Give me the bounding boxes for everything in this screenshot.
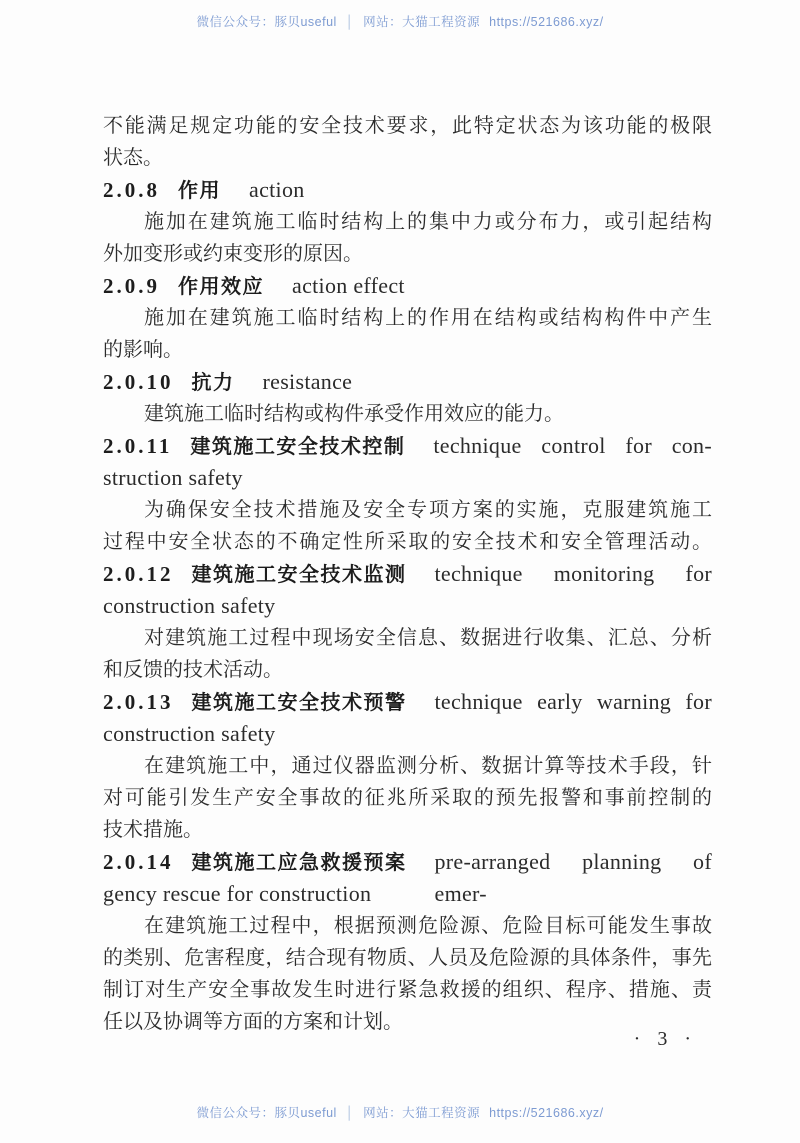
text-line: 和反馈的技术活动。 bbox=[103, 659, 283, 681]
term-name: 作用效应 bbox=[178, 276, 264, 298]
watermark-top bbox=[0, 12, 800, 30]
watermark-site-label: 网站：大猫工程资源 bbox=[363, 1106, 481, 1120]
term-number: 2.0.8 bbox=[103, 178, 160, 202]
term-english: action bbox=[249, 177, 305, 202]
watermark-account-label: 微信公众号：豚贝useful bbox=[196, 1106, 337, 1120]
term-number: 2.0.13 bbox=[103, 690, 174, 714]
watermark-site-label: 网站：大猫工程资源 bbox=[363, 15, 481, 29]
text-line: 不能满足规定功能的安全技术要求，此特定状态为该功能的极限 bbox=[103, 115, 712, 137]
text-line: 的类别、危害程度，结合现有物质、人员及危险源的具体条件，事先 bbox=[103, 947, 712, 969]
term-name: 建筑施工安全技术预警 bbox=[191, 692, 407, 714]
term-heading-line bbox=[103, 686, 712, 718]
text-line: 为确保安全技术措施及安全专项方案的实施，克服建筑施工 bbox=[144, 499, 712, 521]
text-line: 施加在建筑施工临时结构上的作用在结构或结构构件中产生 bbox=[144, 307, 712, 329]
term-name: 作用 bbox=[178, 180, 221, 202]
watermark-account-label: 微信公众号：豚贝useful bbox=[196, 15, 337, 29]
text-line: 外加变形或约束变形的原因。 bbox=[103, 243, 363, 265]
term-english: technique monitoring for bbox=[434, 561, 712, 586]
term-name: 建筑施工安全技术监测 bbox=[191, 564, 407, 586]
text-line: 对建筑施工过程中现场安全信息、数据进行收集、汇总、分析 bbox=[144, 627, 712, 649]
page-number: · 3 · bbox=[633, 1028, 697, 1050]
term-heading-line bbox=[103, 270, 712, 302]
term-english: technique control for con- bbox=[433, 433, 712, 458]
text-line: construction safety bbox=[103, 593, 276, 618]
text-line: 对可能引发生产安全事故的征兆所采取的预先报警和事前控制的 bbox=[103, 787, 712, 809]
term-english: resistance bbox=[262, 369, 353, 394]
text-line: 在建筑施工过程中，根据预测危险源、危险目标可能发生事故 bbox=[144, 915, 712, 937]
term-name: 建筑施工安全技术控制 bbox=[190, 436, 406, 458]
text-line: 过程中安全状态的不确定性所采取的安全技术和安全管理活动。 bbox=[103, 531, 712, 553]
term-heading-line bbox=[103, 558, 712, 590]
term-heading-line bbox=[103, 174, 712, 206]
text-line: construction safety bbox=[103, 721, 276, 746]
page-body bbox=[103, 110, 712, 1038]
watermark-separator: │ bbox=[345, 1106, 355, 1120]
term-number: 2.0.11 bbox=[103, 434, 173, 458]
term-number: 2.0.14 bbox=[103, 850, 174, 874]
term-english: technique early warning for bbox=[434, 689, 712, 714]
term-number: 2.0.12 bbox=[103, 562, 174, 586]
text-line: 状态。 bbox=[103, 147, 163, 169]
term-english: pre-arranged planning of emer- bbox=[434, 849, 712, 906]
watermark-separator: │ bbox=[345, 15, 355, 29]
text-line: 技术措施。 bbox=[103, 819, 203, 841]
text-line: 施加在建筑施工临时结构上的集中力或分布力，或引起结构 bbox=[144, 211, 712, 233]
term-name: 建筑施工应急救援预案 bbox=[191, 852, 407, 874]
term-number: 2.0.9 bbox=[103, 274, 160, 298]
text-line: 制订对生产安全事故发生时进行紧急救援的组织、程序、措施、责 bbox=[103, 979, 712, 1001]
text-line: 的影响。 bbox=[103, 339, 183, 361]
watermark-bottom bbox=[0, 1103, 800, 1121]
text-line: gency rescue for construction bbox=[103, 881, 372, 906]
text-line: 在建筑施工中，通过仪器监测分析、数据计算等技术手段，针 bbox=[144, 755, 712, 777]
text-line: struction safety bbox=[103, 465, 243, 490]
term-heading-line bbox=[103, 366, 712, 398]
text-line: 任以及协调等方面的方案和计划。 bbox=[103, 1011, 403, 1033]
watermark-url: https://521686.xyz/ bbox=[489, 1106, 604, 1120]
term-name: 抗力 bbox=[191, 372, 235, 394]
text-line: 建筑施工临时结构或构件承受作用效应的能力。 bbox=[144, 403, 564, 425]
term-number: 2.0.10 bbox=[103, 370, 174, 394]
watermark-url: https://521686.xyz/ bbox=[489, 15, 604, 29]
term-english: action effect bbox=[292, 273, 405, 298]
term-heading-line bbox=[103, 430, 712, 462]
